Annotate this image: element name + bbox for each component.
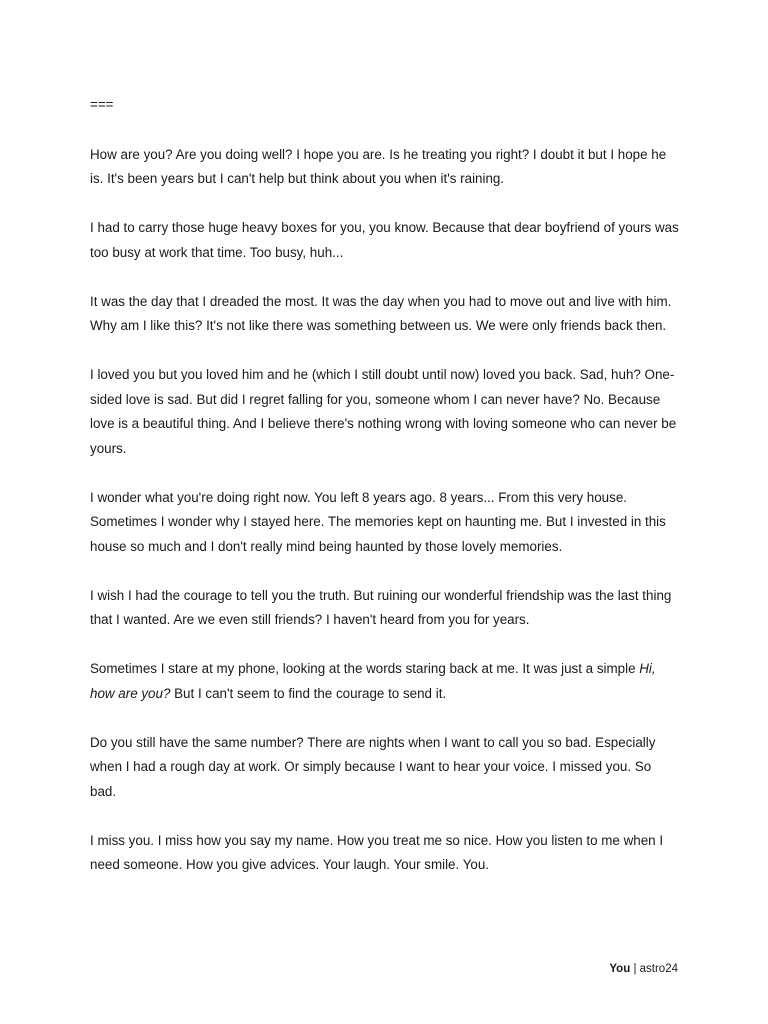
footer-title: You (609, 963, 631, 975)
paragraph-7-text-before: Sometimes I stare at my phone, looking at the words staring back at me. It was just a simple (90, 661, 640, 676)
footer-divider: | (633, 963, 637, 975)
paragraph-4: I loved you but you loved him and he (which I still doubt until now) loved you back. Sad, huh? One-sided love is sad. But did I regret falling for you, someone whom I can never have? No. Because love is a beautiful thing. And I believe there's nothing wrong with loving someone who can never be yours. (90, 367, 677, 456)
paragraph-3: It was the day that I dreaded the most. It was the day when you had to move out and live with him. Why am I like this? It's not like there was something between us. We were only friends back then. (90, 293, 672, 333)
paragraph-9: I miss you. I miss how you say my name. How you treat me so nice. How you listen to me when I need someone. How you give advices. Your laugh. Your smile. You. (90, 832, 664, 872)
section-separator: === (90, 97, 114, 112)
paragraph-8: Do you still have the same number? There are nights when I want to call you so bad. Especially when I had a rough day at work. Or simply because I want to hear your voice. I missed you. So bad. (90, 734, 656, 799)
paragraph-7-italic-message: Hi, how are you? (90, 661, 656, 701)
paragraph-2: I had to carry those huge heavy boxes for you, you know. Because that dear boyfriend of yours was too busy at work that time. Too busy, huh... (90, 220, 679, 260)
paragraph-7-text-after: But I can't seem to find the courage to send it. (170, 685, 447, 701)
paragraph-7 (90, 657, 680, 706)
page-footer (609, 960, 678, 978)
paragraph-6: I wish I had the courage to tell you the truth. But ruining our wonderful friendship was the last thing that I wanted. Are we even still friends? I haven't heard from you for years. (90, 587, 672, 627)
paragraph-1: How are you? Are you doing well? I hope you are. Is he treating you right? I doubt it but I hope he is. It's been years but I can't help but think about you when it's raining. (90, 146, 667, 186)
paragraph-5: I wonder what you're doing right now. You left 8 years ago. 8 years... From this very house. Sometimes I wonder why I stayed here. The memories kept on haunting me. But I invested in this house so much and I don't really mind being haunted by those lovely memories. (90, 489, 666, 554)
footer-author: astro24 (639, 963, 678, 975)
document-body (90, 93, 680, 902)
